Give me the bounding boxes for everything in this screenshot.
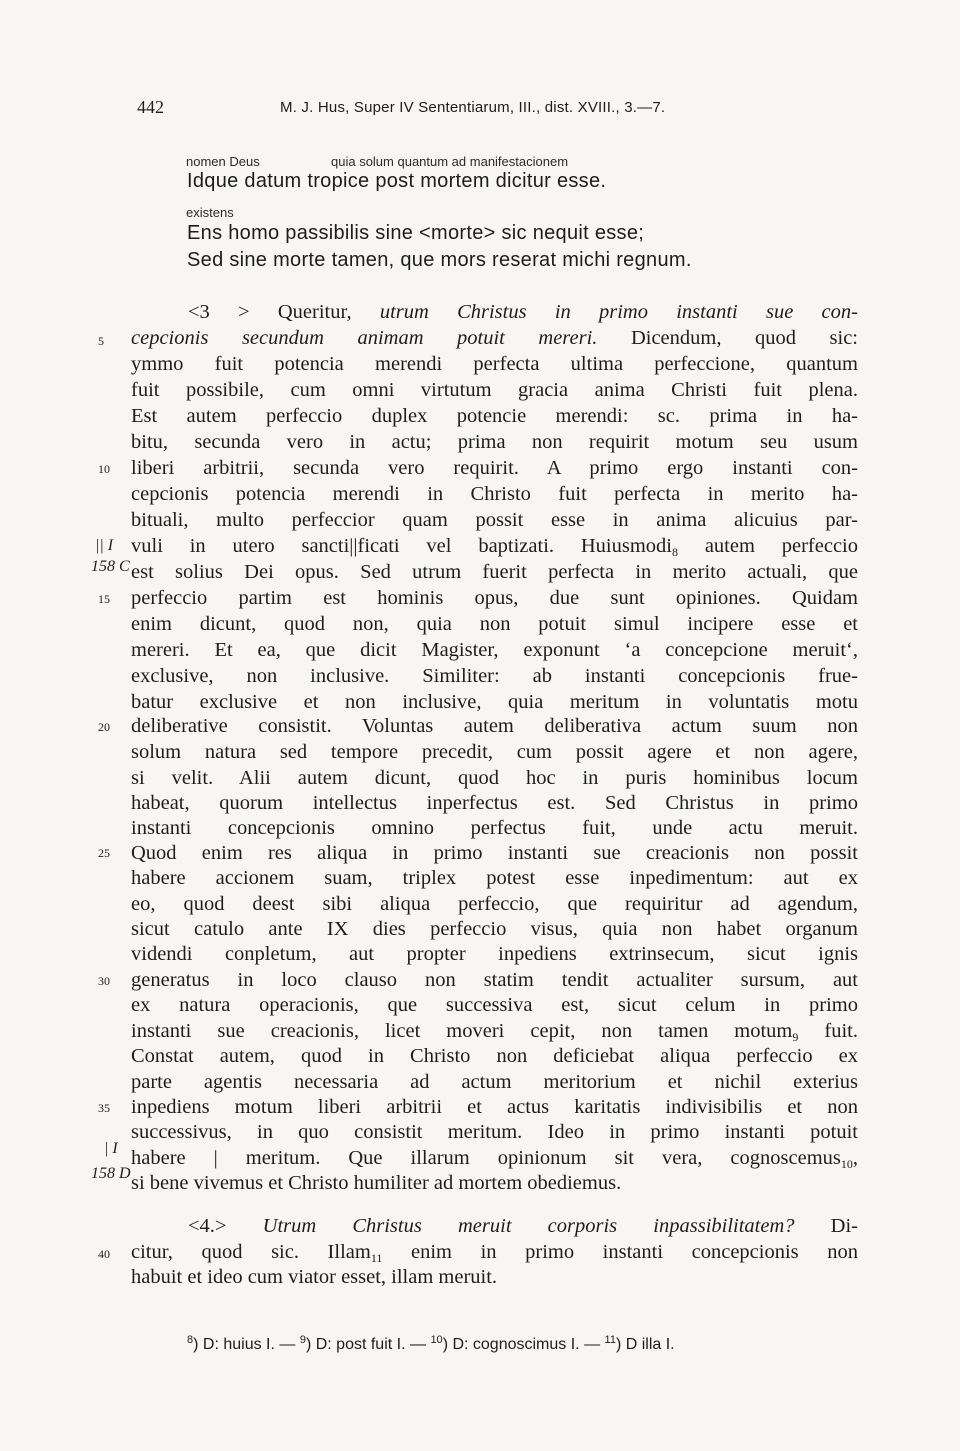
text-span: citur, quod sic. Illam — [131, 1241, 371, 1263]
text-line: videndi conpletum, aut propter inpediens extrinsecum, sicut ignis — [131, 943, 858, 965]
text-span: Di- — [794, 1215, 859, 1237]
margin-note: || I — [95, 537, 114, 554]
footnote-ref: 11 — [370, 1251, 383, 1265]
margin-note: 158 C — [91, 558, 130, 575]
text-line — [131, 1018, 858, 1044]
text-line: sicut catulo ante IX dies perfeccio visus, quia non habet organum — [131, 918, 858, 940]
text-span: vuli in utero sancti||ficati vel baptizati. Huiusmodi — [131, 535, 672, 557]
footnote-mark: 11 — [604, 1334, 616, 1346]
text-line: si bene vivemus et Christo humiliter ad mortem obediemus. — [131, 1172, 622, 1194]
text-line — [131, 325, 858, 351]
question-title: cepcionis secundum animam potuit mereri. — [131, 327, 598, 349]
text-line: solum natura sed tempore precedit, cum possit agere et non agere, — [131, 741, 858, 763]
verse-line: Ens homo passibilis sine <morte> sic nequit esse; — [187, 222, 645, 244]
text-line: habeat, quorum intellectus inperfectus est. Sed Christus in primo — [131, 792, 858, 814]
question-number: <4.> — [188, 1215, 263, 1237]
page-number: 442 — [137, 97, 164, 117]
text-span: fuit. — [798, 1020, 858, 1042]
text-line: cepcionis potencia merendi in Christo fuit perfecta in merito ha- — [131, 483, 858, 505]
footnote-text: ) D: huius I. — — [193, 1336, 300, 1353]
line-number: 10 — [98, 462, 110, 476]
text-span: Queritur, — [277, 301, 380, 323]
footnote-mark: 8 — [187, 1334, 194, 1346]
text-line: eo, quod deest sibi aliqua perfeccio, que requiritur ad agendum, — [131, 893, 858, 915]
verse-line: Sed sine morte tamen, que mors reserat michi regnum. — [187, 249, 692, 271]
text-span: Dicendum, quod sic: — [597, 327, 858, 349]
line-number: 20 — [98, 720, 110, 734]
footnotes — [187, 1334, 675, 1354]
interlinear-gloss: nomen Deus — [186, 154, 260, 169]
text-line: exclusive, non inclusive. Similiter: ab instanti concepcionis frue- — [131, 665, 858, 687]
text-line: parte agentis necessaria ad actum meritorium et nichil exterius — [131, 1071, 858, 1093]
text-line: bituali, multo perfeccior quam possit esse in anima alicuius par- — [131, 509, 858, 531]
line-number: 40 — [98, 1247, 110, 1261]
footnote-text: ) D: cognoscimus I. — — [442, 1336, 605, 1353]
footnote-mark: 10 — [430, 1334, 443, 1346]
text-line: ymmo fuit potencia merendi perfecta ultima perfeccione, quantum — [131, 353, 858, 375]
text-line: liberi arbitrii, secunda vero requirit. A primo ergo instanti con- — [131, 457, 858, 479]
text-line: bitu, secunda vero in actu; prima non requirit motum seu usum — [131, 431, 858, 453]
text-line: mereri. Et ea, que dicit Magister, exponunt ‘a concepcione meruit‘, — [131, 639, 858, 661]
text-line: generatus in loco clauso non statim tendit actualiter sursum, aut — [131, 969, 858, 991]
text-line — [188, 299, 858, 325]
text-line: inpediens motum liberi arbitrii et actus karitatis indivisibilis et non — [131, 1096, 858, 1118]
footnote-text: ) D illa I. — [615, 1336, 675, 1353]
line-number: 35 — [98, 1101, 110, 1115]
text-span: habere | meritum. Que illarum opinionum sit vera, cognoscemus — [131, 1147, 841, 1169]
running-title: M. J. Hus, Super IV Sententiarum, III., dist. XVIII., 3.—7. — [280, 99, 666, 116]
question-title: utrum Christus in primo instanti sue con- — [379, 301, 858, 323]
text-span: enim in primo instanti concepcionis non — [382, 1241, 859, 1263]
text-line: perfeccio partim est hominis opus, due sunt opiniones. Quidam — [131, 587, 858, 609]
footnote-mark: 9 — [299, 1334, 306, 1346]
verse-line: Idque datum tropice post mortem dicitur esse. — [187, 170, 607, 192]
line-number: 25 — [98, 846, 110, 860]
text-line: instanti concepcionis omnino perfectus fuit, unde actu meruit. — [131, 817, 858, 839]
interlinear-gloss: quia solum quantum ad manifestacionem — [331, 154, 569, 169]
text-line: successivus, in quo consistit meritum. Ideo in primo instanti potuit — [131, 1121, 858, 1143]
footnote-text: ) D: post fuit I. — — [305, 1336, 431, 1353]
text-line: si velit. Alii autem dicunt, quod hoc in puris hominibus locum — [131, 767, 858, 789]
interlinear-gloss: existens — [186, 205, 234, 220]
text-line: enim dicunt, quod non, quia non potuit simul incipere esse et — [131, 613, 858, 635]
footnote-ref: 10 — [840, 1157, 853, 1171]
text-line: batur exclusive et non inclusive, quia meritum in voluntatis motu — [131, 691, 858, 713]
text-line: deliberative consistit. Voluntas autem deliberativa actum suum non — [131, 715, 858, 737]
text-line: ex natura operacionis, que successiva est, sicut celum in primo — [131, 994, 858, 1016]
text-line: est solius Dei opus. Sed utrum fuerit perfecta in merito actuali, que — [131, 561, 858, 583]
question-number: <3 > — [188, 301, 278, 323]
text-line: habere accionem suam, triplex potest esse inpedimentum: aut ex — [131, 867, 858, 889]
page-header — [0, 97, 960, 123]
footnote-ref: 9 — [792, 1030, 799, 1044]
line-number: 15 — [98, 592, 110, 606]
text-line: Est autem perfeccio duplex potencie merendi: sc. prima in ha- — [131, 405, 858, 427]
question-title: Utrum Christus meruit corporis inpassibilitatem? — [262, 1215, 795, 1237]
text-line: Constat autem, quod in Christo non deficiebat aliqua perfeccio ex — [131, 1045, 858, 1067]
text-line: fuit possibile, cum omni virtutum gracia anima Christi fuit plena. — [131, 379, 858, 401]
text-span: , — [852, 1147, 858, 1169]
text-span: instanti sue creacionis, licet moveri cepit, non tamen motum — [131, 1020, 793, 1042]
text-span: autem perfeccio — [677, 535, 858, 557]
text-line — [131, 533, 858, 559]
text-line — [131, 1239, 858, 1265]
margin-note: | I — [104, 1140, 118, 1157]
text-line: habuit et ideo cum viator esset, illam meruit. — [131, 1266, 498, 1288]
line-number: 30 — [98, 974, 110, 988]
text-line — [188, 1213, 858, 1239]
line-number: 5 — [98, 334, 104, 348]
text-line: Quod enim res aliqua in primo instanti sue creacionis non possit — [131, 842, 858, 864]
footnote-ref: 8 — [671, 545, 678, 559]
margin-note: 158 D — [91, 1165, 131, 1182]
text-line — [131, 1145, 858, 1171]
